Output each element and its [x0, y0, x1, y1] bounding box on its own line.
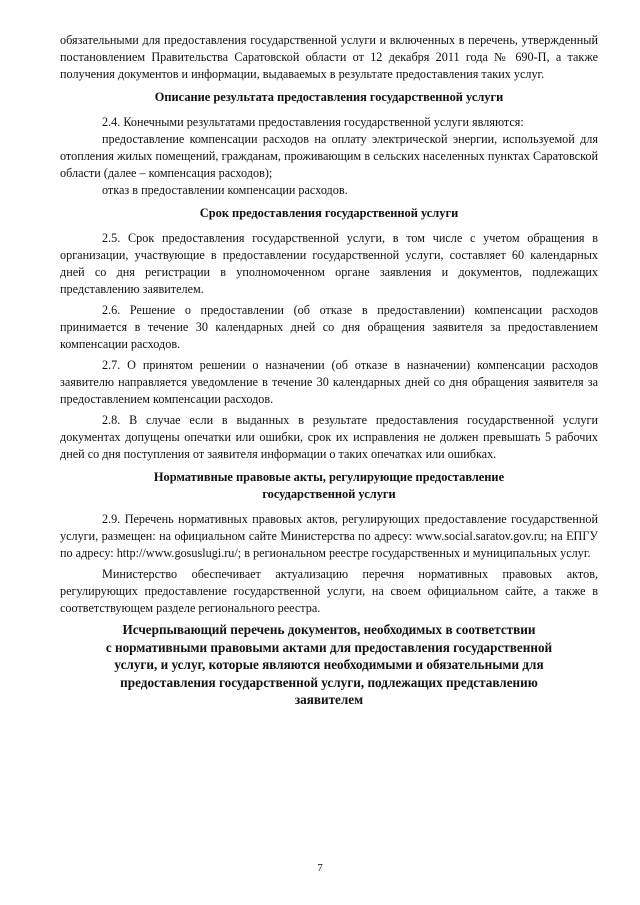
section-heading-result: Описание результата предоставления государственной услуги — [154, 90, 504, 104]
section-heading-docs-line5: заявителем — [294, 692, 364, 707]
result-item-compensation: предоставление компенсации расходов на оплату электрической энергии, используемой для отопления жилых помещений, гражданам, проживающим в сельских населенных пунктах Саратовской области (далее – компенсация расходов); — [60, 132, 598, 180]
section-heading-docs-line2: с нормативными правовыми актами для предоставления государственной — [105, 639, 553, 655]
section-heading-acts — [60, 469, 598, 503]
paragraph-2-8: 2.8. В случае если в выданных в результате предоставления государственной услуги документах допущены опечатки или ошибки, срок их исправления не должен превышать 5 рабочих дней со дня поступления от заявителя информации о таких опечатках или ошибках. — [60, 413, 598, 461]
page-number: 7 — [317, 862, 323, 874]
section-heading-acts-line2: государственной услуги — [262, 487, 396, 501]
paragraph-2-9: 2.9. Перечень нормативных правовых актов, регулирующих предоставление государственной услуги, размещен: на официальном сайте Министерства по адресу: www.social.saratov.gov.ru; на ЕПГУ по адресу: http://www.gosuslugi.ru/; в региональном реестре государственных и муниципальных услуг. — [60, 512, 598, 560]
section-heading-docs-line3: услуги, и услуг, которые являются необходимыми и обязательными для — [114, 657, 544, 672]
paragraph-2-6: 2.6. Решение о предоставлении (об отказе в предоставлении) компенсации расходов принимается в течение 30 календарных дней со дня обращения заявителя за предоставлением компенсации расходов. — [60, 303, 598, 351]
paragraph-ministry: Министерство обеспечивает актуализацию перечня нормативных правовых актов, регулирующих предоставление государственной услуги, на своем официальном сайте, а также в соответствующем разделе регионального реестра. — [60, 567, 598, 615]
section-heading-docs-line1: Исчерпывающий перечень документов, необходимых в соответствии — [122, 622, 536, 637]
section-heading-docs — [60, 621, 598, 709]
section-heading-docs-line4: предоставления государственной услуги, подлежащих представлению — [120, 674, 538, 690]
paragraph-2-4: 2.4. Конечными результатами предоставления государственной услуги являются: — [102, 115, 524, 129]
intro-paragraph: обязательными для предоставления государственной услуги и включенных в перечень, утвержденный постановлением Правительства Саратовской области от 12 декабря 2011 года № 690-П, а также получения документов и информации, выдаваемых в результате предоставления таких услуг. — [60, 33, 598, 81]
paragraph-2-5: 2.5. Срок предоставления государственной услуги, в том числе с учетом обращения в организации, участвующие в предоставлении государственной услуги, составляет 60 календарных дней со дня регистрации в уполномоченном органе заявления и документов, подлежащих представлению заявителем. — [60, 231, 598, 296]
section-heading-term: Срок предоставления государственной услуги — [199, 206, 459, 220]
result-item-refusal: отказ в предоставлении компенсации расходов. — [102, 183, 348, 197]
paragraph-2-7: 2.7. О принятом решении о назначении (об отказе в назначении) компенсации расходов заявителю направляется уведомление в течение 30 календарных дней со дня обращения заявителя за предоставлением компенсации расходов. — [60, 358, 598, 406]
section-heading-acts-line1: Нормативные правовые акты, регулирующие предоставление — [153, 470, 505, 484]
document-page — [60, 32, 598, 717]
